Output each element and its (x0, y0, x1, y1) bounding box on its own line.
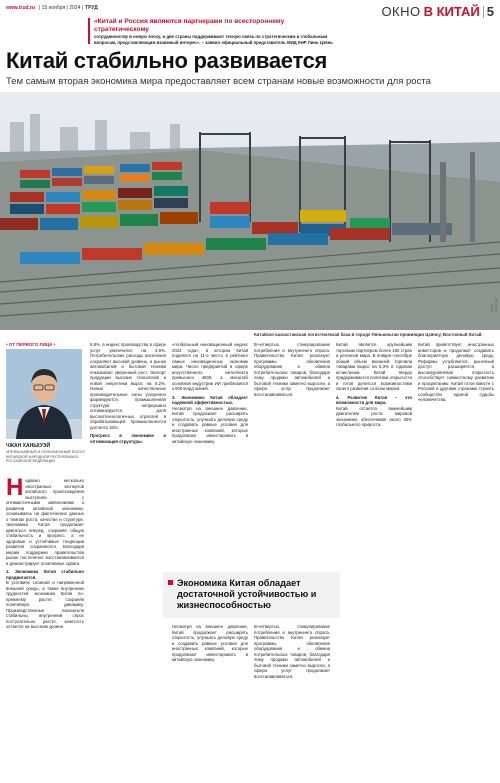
column-5 (336, 342, 412, 778)
article-headline: Китай стабильно развивается (6, 48, 328, 73)
column-6-text: Китай приветствует иностранных инвесторов и продолжит создавать благоприятную деловую среду. Реформы углубляются, рыночный доступ расширяется, а высокоуровневая открытость способствует совместному развитию и процветанию. Китай готов вместе с Россией и другими странами строить сообщество единой судьбы человечества. (418, 342, 494, 402)
author-bio (6, 342, 86, 464)
section-title-okno: ОКНО (381, 4, 421, 19)
highlight-marker (168, 580, 173, 585)
highlight-text: Экономика Китая обладает достаточной устойчивостью и жизнеспособностью (177, 578, 317, 610)
column-2-text: 5,8%, а индекс производства в сфере услуг увеличился на 4,9%. Потребительские расходы населения сохраняют высокий уровень, а рынок автомобилей и бытовой техники показывает уверенный рост. Экспорт продукции высоких технологий и новой энергетики вырос на 6,2%. Новые качественные производительные силы ускоренно формируются, промышленная структура непрерывно оптимизируется, доля высокотехнологичных отраслей в обрабатывающей промышленности достигла 16%. (90, 342, 166, 430)
newspaper-brand: ТРУД (85, 5, 98, 11)
column-3-text: «глобальный инновационный индекс 2024 года», в котором Китай поднялся на 11-е место в рейтинге самых инновационных экономик мира. Число предприятий в сфере искусственного интеллекта превысило 4500, а масштаб основной индустрии ИИ приблизился к 600 млрд юаней. (172, 342, 248, 391)
column-2-heading: Прогресс в экономике и оптимизация структуры. (90, 433, 166, 444)
column-3 (172, 342, 248, 568)
first-person-tag: • ОТ ПЕРВОГО ЛИЦА • (6, 342, 56, 347)
column-6 (418, 342, 494, 778)
author-role: ЧРЕЗВЫЧАЙНЫЙ И ПОЛНОМОЧНЫЙ ПОСОЛ КИТАЙСКОЙ НАРОДНОЙ РЕСПУБЛИКИ В РОССИЙСКОЙ ФЕДЕРАЦИИ (6, 450, 85, 464)
column-4 (254, 342, 330, 568)
column-1-heading: 1. Экономика Китая стабильно продвигается. (6, 569, 84, 580)
column-1-text-b: В условиях сложной и напряженной внешней среды, а также внутренних трудностей экономика Китая по-прежнему растет, сохраняя позитивную динамику. Производственные показатели стабильны, внутренний спрос поступательно растет, занятость остается на высоком уровне. (6, 580, 84, 629)
column-2 (90, 342, 166, 778)
pull-quote (88, 18, 336, 44)
section-title-china: В КИТАЙ (423, 4, 480, 19)
column-5-text-b: Китай остается важнейшим двигателем роста мировой экономики, обеспечивая около 30% глобального прироста. (336, 405, 412, 427)
column-3-text-b: Несмотря на внешнее давление, Китай продолжает расширять открытость, улучшать деловую среду и создавать равные условия для иностранных компаний, которые продолжают инвестировать в китайскую экономику. (172, 405, 248, 444)
article-subhead: Тем самым вторая экономика мира предоставляет всем странам новые возможности для роста (6, 76, 431, 87)
column-4-lower (254, 624, 330, 778)
site-url[interactable]: www.trud.ru (6, 5, 35, 11)
drop-cap: Н (6, 478, 24, 501)
column-3-lower-text: Несмотря на внешнее давление, Китай продолжает расширять открытость, улучшать деловую среду и создавать равные условия для иностранных компаний, которые продолжают инвестировать в китайскую экономику. (172, 624, 248, 662)
port-illustration (0, 92, 500, 330)
column-4-lower-text: В-четвертых, стимулирование потребления и внутреннего спроса. Правительство Китая реализует программы обновления оборудования и обмена потребительских товаров, благодаря чему продажи автомобилей и бытовой техники заметно выросли, а сфера услуг продолжает восстанавливаться. (254, 624, 330, 679)
section-header (381, 4, 494, 19)
column-5-text: Китай является крупнейшим торговым партнером более 150 стран и регионов мира. В январе–сентябре общий объем внешней торговли товарами вырос на 5,3% в годовом исчислении. Китай твердо придерживается политики открытости и готов делиться возможностями своего развития со всем миром. (336, 342, 412, 391)
page-number: 5 (486, 4, 494, 19)
photo-caption: Китайско-казахстанская логистическая база в городе Ляньюньган провинции Цзянсу, Восточный Китай. (254, 332, 483, 337)
column-3-lower (172, 624, 248, 778)
author-portrait (6, 349, 82, 439)
issue-date: | 15 ноября | 2024 | (38, 5, 84, 11)
column-1 (6, 478, 84, 778)
highlight-box (163, 572, 340, 618)
person-icon (6, 349, 82, 439)
column-3-heading: 3. Экономика Китая обладает надежной эффективностью. (172, 394, 248, 405)
column-1-text: едавно несколько иностранных экспертов китайского происхождения выступили с оптимистичными заявлениями о развитии китайской экономики, основываясь на фактических данных о темпах роста, качестве и структуре. Экономика Китая продолжает двигаться вперед, сохраняя общую стабильность и прогресс, а ее здоровые и устойчивые тенденции развития сохраняются. Благодаря мерам поддержки правительства рынок постепенно восстанавливается и демонстрирует позитивные сдвиги. (6, 478, 84, 566)
author-name: ЧЖАН ХАНЬХУЭЙ (6, 443, 51, 449)
column-4-text: В-четвертых, стимулирование потребления и внутреннего спроса. Правительство Китая реализует программы обновления оборудования и обмена потребительских товаров, благодаря чему продажи автомобилей и бытовой техники заметно выросли, а сфера услуг продолжает восстанавливаться. (254, 342, 330, 397)
pull-quote-title: «Китай и Россия являются партнерами по всестороннему стратегическому (94, 18, 285, 33)
logistics-port-photo (0, 92, 500, 330)
section-divider (483, 6, 484, 18)
column-5-heading: 4. Развитие Китая – это возможности для мира. (336, 394, 412, 405)
pull-quote-body: сотрудничеству в новую эпоху, и две страны поддерживают тесную связь по стратегическим и глобальным вопросам, представляющим взаимный интерес». – заявил официальный представитель МИД КНР Линь Цзянь (94, 34, 333, 45)
photo-credit: Фото: Синьхуа (490, 298, 498, 312)
